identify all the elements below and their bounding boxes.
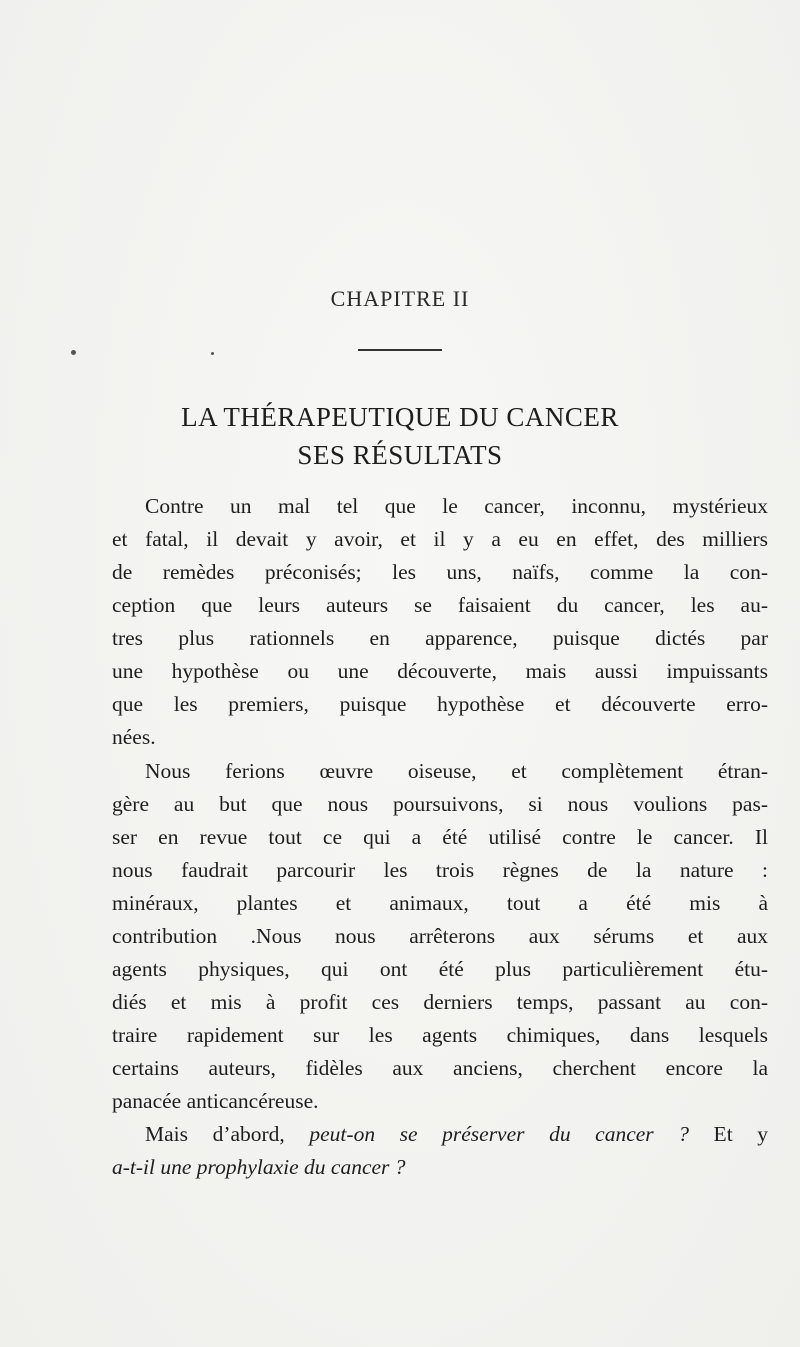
italic-question: peut-on se préserver du cancer ? — [309, 1122, 689, 1146]
paragraph-line: gère au but que nous poursuivons, si nous voulions pas- — [112, 792, 768, 816]
line-text: Mais d’abord, — [145, 1122, 310, 1146]
paragraph-line: tres plus rationnels en apparence, puisque dictés par — [112, 626, 768, 650]
paragraph-line: nées. — [112, 725, 156, 749]
paragraph-line: Nous ferions œuvre oiseuse, et complètement étran- — [145, 759, 768, 783]
paragraph-line: panacée anticancéreuse. — [112, 1089, 319, 1113]
paragraph-line: nous faudrait parcourir les trois règnes de la nature : — [112, 858, 768, 882]
paragraph-line: contribution .Nous nous arrêterons aux sérums et aux — [112, 924, 768, 948]
paragraph-line: minéraux, plantes et animaux, tout a été mis à — [112, 891, 768, 915]
chapter-title: LA THÉRAPEUTIQUE DU CANCER — [181, 402, 619, 432]
paragraph-line: ser en revue tout ce qui a été utilisé contre le cancer. Il — [112, 825, 768, 849]
chapter-subtitle: SES RÉSULTATS — [297, 440, 503, 470]
divider-rule — [358, 349, 442, 351]
paragraph-line — [145, 1120, 768, 1148]
ink-speck — [71, 350, 76, 355]
paragraph-line: que les premiers, puisque hypothèse et découverte erro- — [112, 692, 768, 716]
line-text: Et y — [688, 1122, 768, 1146]
paragraph-line: ception que leurs auteurs se faisaient du cancer, les au- — [112, 593, 768, 617]
paragraph-line: diés et mis à profit ces derniers temps, passant au con- — [112, 990, 768, 1014]
paragraph-line — [112, 1153, 768, 1181]
paragraph-line: Contre un mal tel que le cancer, inconnu, mystérieux — [145, 494, 768, 518]
italic-question: a-t-il une prophylaxie du cancer ? — [112, 1155, 406, 1179]
paragraph-line: une hypothèse ou une découverte, mais aussi impuissants — [112, 659, 768, 683]
paragraph-line: certains auteurs, fidèles aux anciens, cherchent encore la — [112, 1056, 768, 1080]
paragraph-line: traire rapidement sur les agents chimiques, dans lesquels — [112, 1023, 768, 1047]
ink-speck — [211, 352, 214, 355]
paragraph-line: et fatal, il devait y avoir, et il y a eu en effet, des milliers — [112, 527, 768, 551]
paragraph-line: agents physiques, qui ont été plus particulièrement étu- — [112, 957, 768, 981]
paragraph-line: de remèdes préconisés; les uns, naïfs, comme la con- — [112, 560, 768, 584]
chapter-label: CHAPITRE II — [330, 286, 470, 311]
